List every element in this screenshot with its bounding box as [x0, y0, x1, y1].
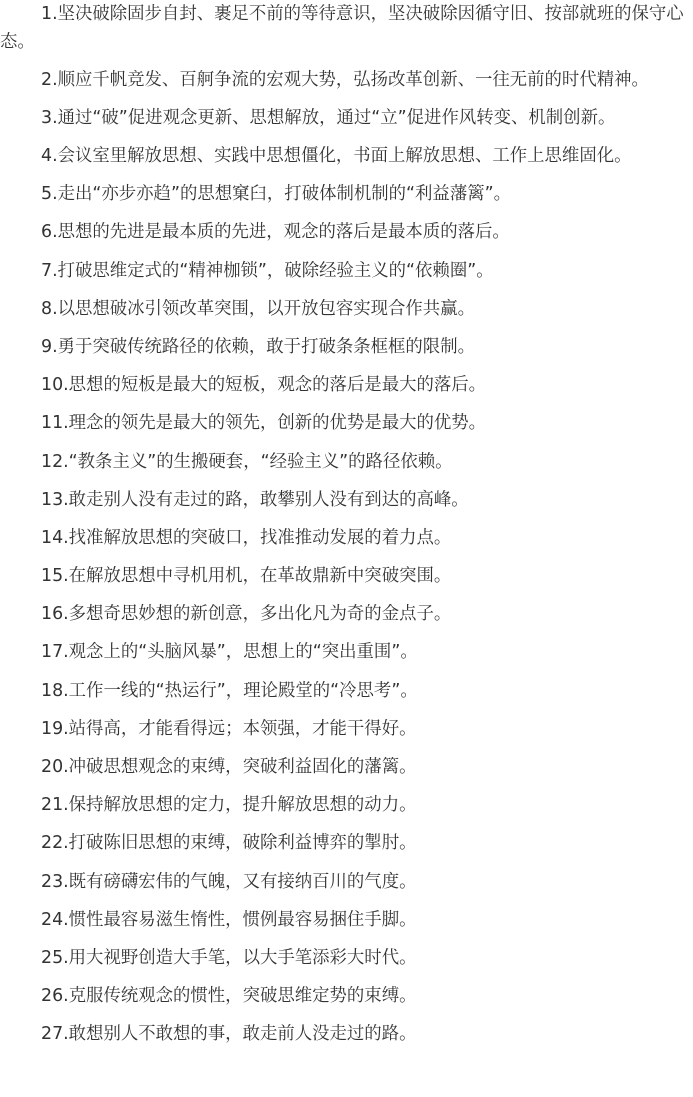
list-item: 14.找准解放思想的突破口，找准推动发展的着力点。	[41, 527, 452, 548]
list-item: 1.坚决破除固步自封、裹足不前的等待意识，坚决破除因循守旧、按部就班的保守心态。	[0, 3, 684, 52]
list-item: 16.多想奇思妙想的新创意，多出化凡为奇的金点子。	[41, 604, 452, 625]
list-item: 8.以思想破冰引领改革突围，以开放包容实现合作共赢。	[41, 298, 475, 319]
list-item: 19.站得高，才能看得远；本领强，才能干得好。	[41, 718, 417, 739]
list-item: 4.会议室里解放思想、实践中思想僵化，书面上解放思想、工作上思维固化。	[41, 146, 632, 167]
list-item: 18.工作一线的“热运行”，理论殿堂的“冷思考”。	[41, 680, 418, 701]
list-item: 17.观念上的“头脑风暴”，思想上的“突出重围”。	[41, 642, 418, 663]
list-item: 27.敢想别人不敢想的事，敢走前人没走过的路。	[41, 1024, 417, 1045]
list-item: 12.“教条主义”的生搬硬套，“经验主义”的路径依赖。	[41, 451, 453, 472]
list-item: 5.走出“亦步亦趋”的思想窠臼，打破体制机制的“利益藩篱”。	[41, 184, 512, 205]
list-item: 10.思想的短板是最大的短板，观念的落后是最大的落后。	[41, 375, 487, 396]
list-item: 25.用大视野创造大手笔，以大手笔添彩大时代。	[41, 947, 417, 968]
list-item: 13.敢走别人没有走过的路，敢攀别人没有到达的高峰。	[41, 489, 469, 510]
list-item: 24.惯性最容易滋生惰性，惯例最容易捆住手脚。	[41, 909, 417, 930]
list-item: 6.思想的先进是最本质的先进，观念的落后是最本质的落后。	[41, 222, 510, 243]
list-item: 11.理念的领先是最大的领先，创新的优势是最大的优势。	[41, 413, 487, 434]
list-item: 20.冲破思想观念的束缚，突破利益固化的藩篱。	[41, 757, 417, 777]
list-item: 21.保持解放思想的定力，提升解放思想的动力。	[41, 795, 417, 816]
list-item: 3.通过“破”促进观念更新、思想解放，通过“立”促进作风转变、机制创新。	[41, 108, 616, 128]
list-item: 22.打破陈旧思想的束缚，破除利益博弈的掣肘。	[41, 833, 417, 854]
list-item: 26.克服传统观念的惯性，突破思维定势的束缚。	[41, 986, 417, 1007]
list-item: 9.勇于突破传统路径的依赖，敢于打破条条框框的限制。	[41, 336, 475, 357]
list-item: 15.在解放思想中寻机用机，在革故鼎新中突破突围。	[41, 566, 452, 587]
list-item: 23.既有磅礴宏伟的气魄，又有接纳百川的气度。	[41, 871, 417, 892]
list-item: 7.打破思维定式的“精神枷锁”，破除经验主义的“依赖圈”。	[41, 260, 494, 281]
list-item: 2.顺应千帆竞发、百舸争流的宏观大势，弘扬改革创新、一往无前的时代精神。	[41, 70, 649, 90]
